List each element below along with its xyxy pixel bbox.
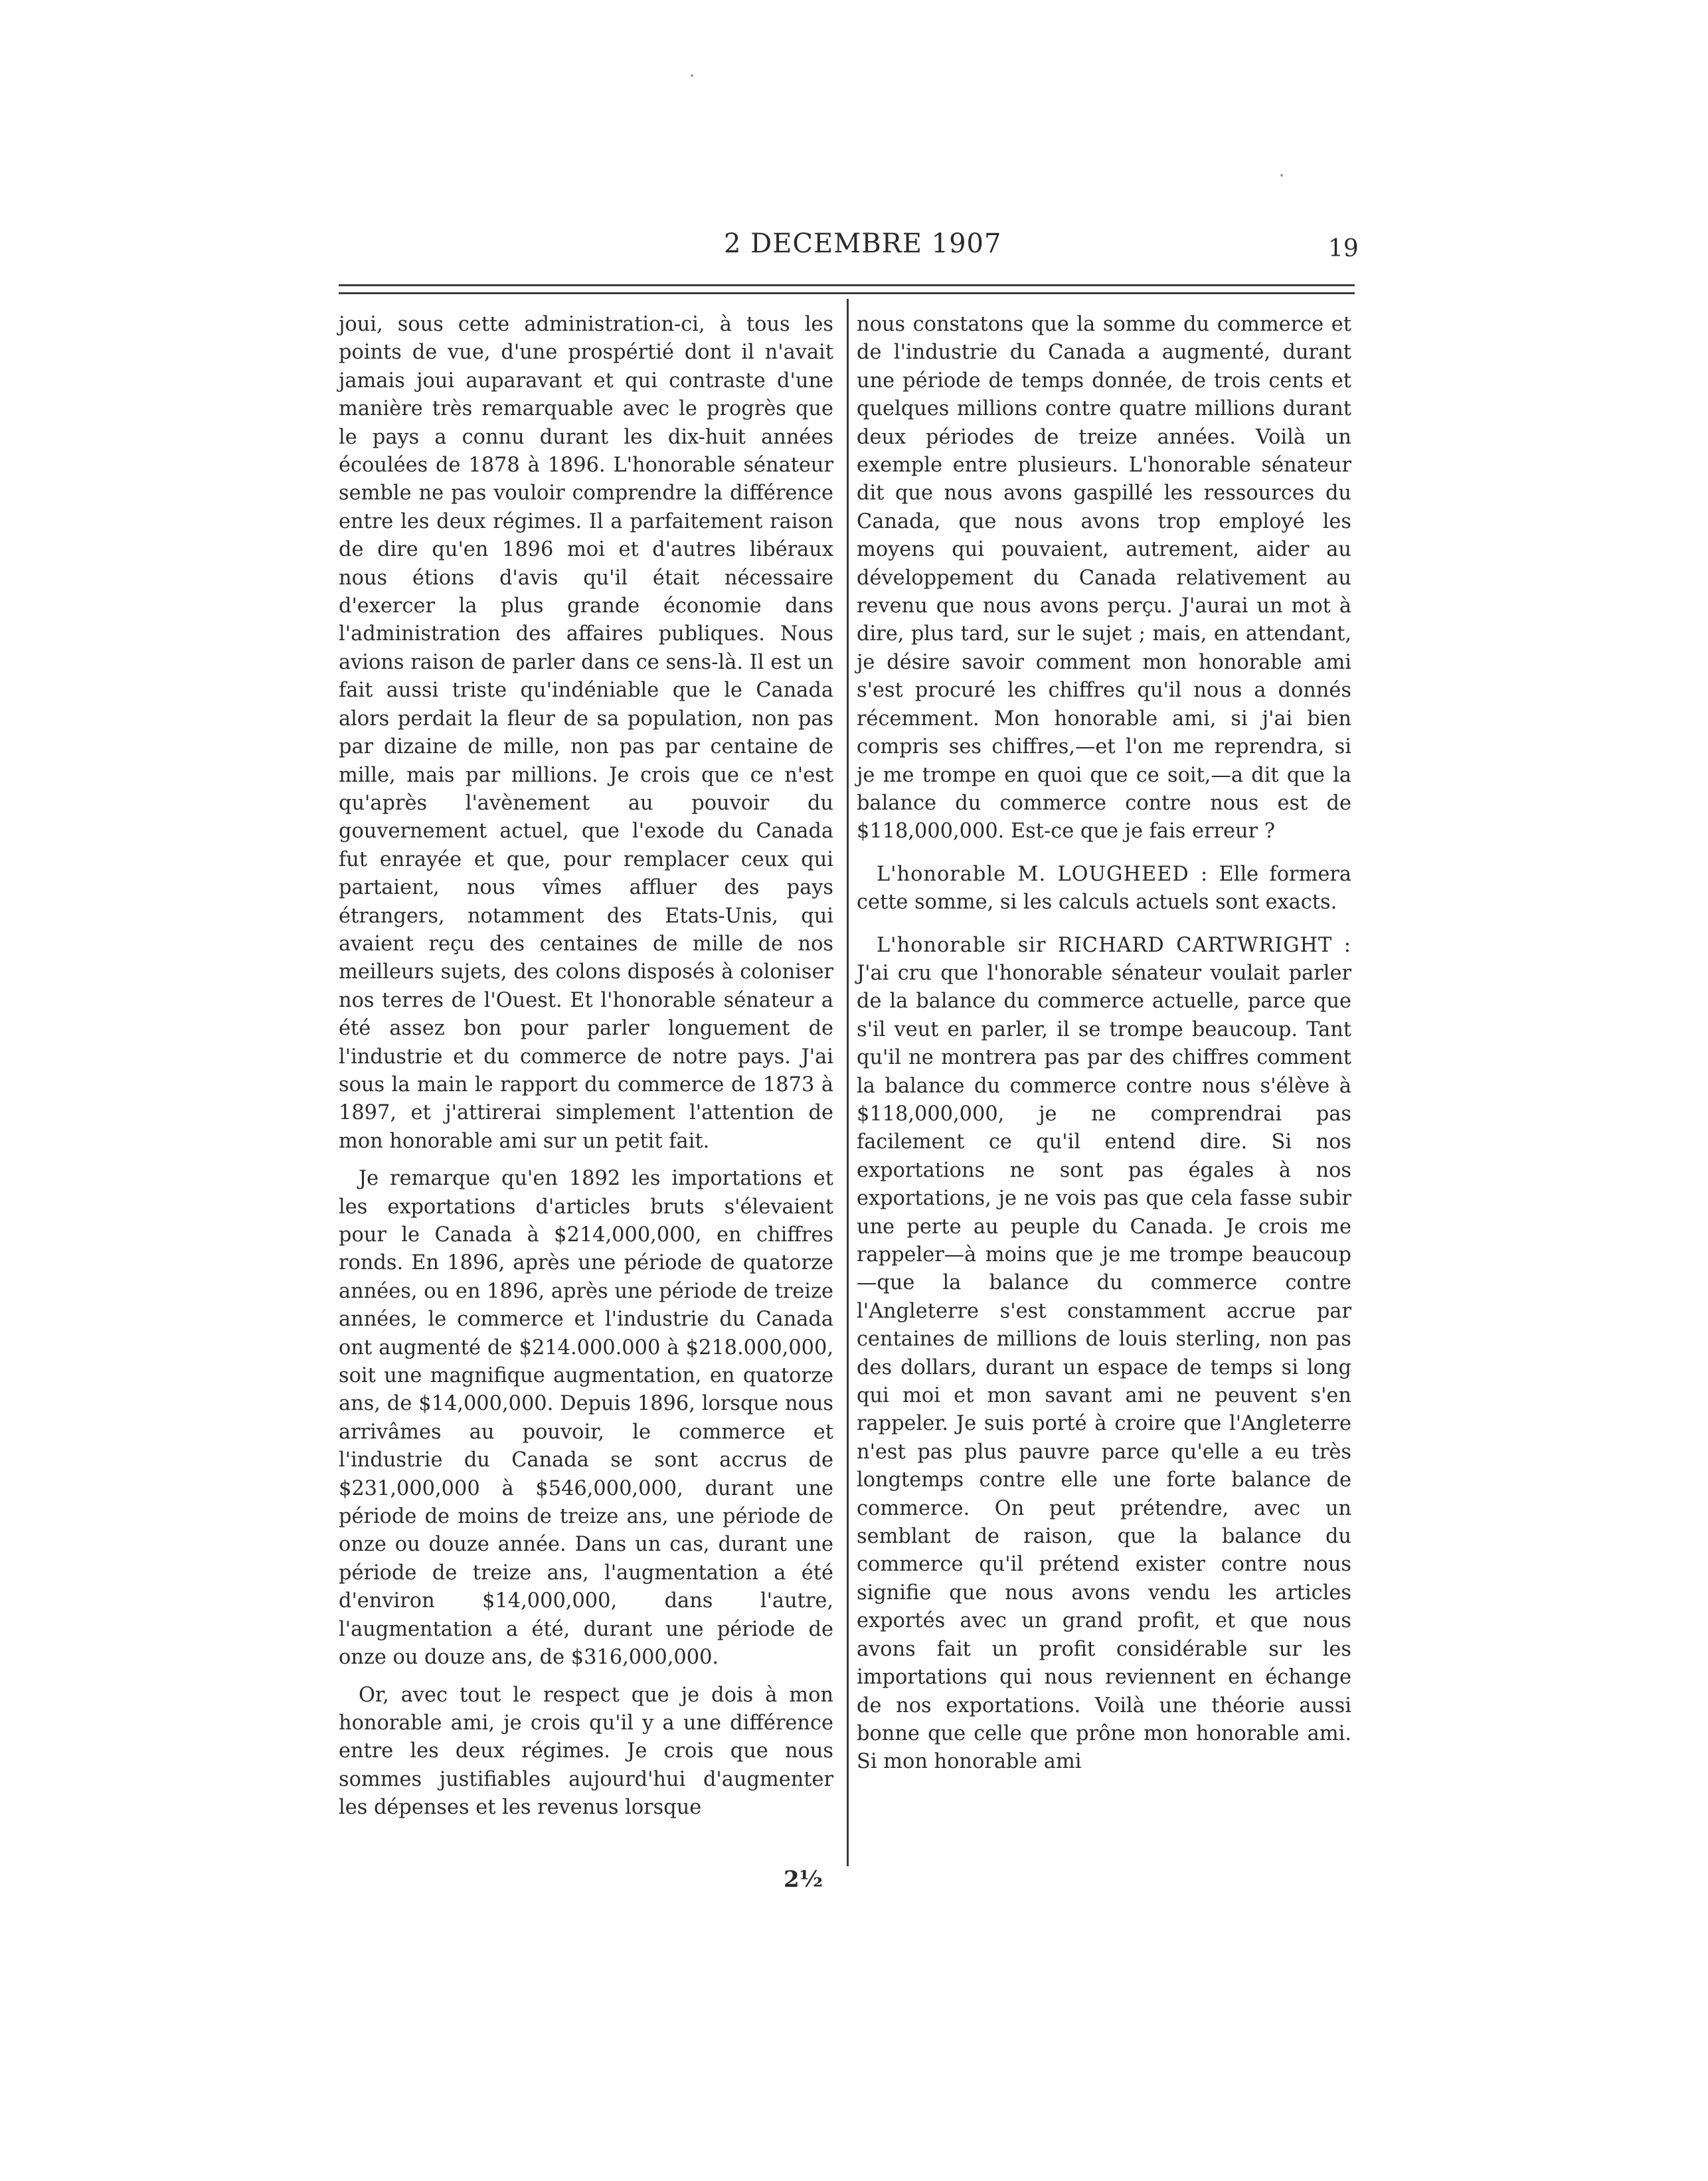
scan-speck <box>1280 174 1283 177</box>
printer-signature-mark: 2½ <box>784 1866 823 1893</box>
right-column <box>857 311 1351 1777</box>
speech-text-cartwright: J'ai cru que l'honorable sénateur voulait parler de la balance du commerce actuelle, parce que s'il veut en parler, il se trompe beaucoup. Tant qu'il ne montrera pas par des chiffres comment la balance du commerce contre nous s'élève à $118,000,000, je ne comprendrai pas facilement ce qu'il entend dire. Si nos exportations ne sont pas égales à nos exportations, je ne vois pas que cela fasse subir une perte au peuple du Canada. Je crois me rappeler—à moins que je me trompe beaucoup—que la balance du commerce contre l'Angleterre s'est constamment accrue par centaines de millions de louis sterling, non pas des dollars, durant un espace de temps si long qui moi et mon savant ami ne peuvent s'en rappeler. Je suis porté à croire que l'Angleterre n'est pas plus pauvre parce qu'elle a eu très longtemps contre elle une forte balance de commerce. On peut prétendre, avec un semblant de raison, que la balance du commerce qu'il prétend exister contre nous signifie que nous avons vendu les articles exportés avec un grand profit, et que nous avons fait un profit considérable sur les importations qui nous reviennent en échange de nos exportations. Voilà une théorie aussi bonne que celle que prône mon honorable ami. Si mon honorable ami <box>857 961 1351 1774</box>
column-divider <box>847 299 849 1866</box>
left-paragraph-2: Je remarque qu'en 1892 les importations et les exportations d'articles bruts s'élevaient pour le Canada à $214,000,000, en chiffres ronds. En 1896, après une période de quatorze années, ou en 1896, après une période de treize années, le commerce et l'industrie du Canada ont augmenté de $214.000.000 à $218.000,000, soit une magnifique augmentation, en quatorze ans, de $14,000,000. Depuis 1896, lorsque nous arrivâmes au pouvoir, le commerce et l'industrie du Canada se sont accrus de $231,000,000 à $546,000,000, durant une période de moins de treize ans, une période de onze ou douze année. Dans un cas, durant une période de treize ans, l'augmentation a été d'environ $14,000,000, dans l'autre, l'augmentation a été, durant une période de onze ou douze ans, de $316,000,000. <box>339 1167 833 1670</box>
speech-lougheed <box>857 861 1351 917</box>
speaker-name-cartwright: L'honorable sir RICHARD CARTWRIGHT : <box>877 933 1351 957</box>
left-paragraph-1: joui, sous cette administration-ci, à tous les points de vue, d'une prospértié dont il n'avait jamais joui auparavant et qui contraste d'une manière très remarquable avec le progrès que le pays a connu durant les dix-huit années écoulées de 1878 à 1896. L'honorable sénateur semble ne pas vouloir comprendre la différence entre les deux régimes. Il a parfaitement raison de dire qu'en 1896 moi et d'autres libéraux nous étions d'avis qu'il était nécessaire d'exercer la plus grande économie dans l'administration des affaires publiques. Nous avions raison de parler dans ce sens-là. Il est un fait aussi triste qu'indéniable que le Canada alors perdait la fleur de sa population, non pas par dizaine de mille, non pas par centaine de mille, mais par millions. Je crois que ce n'est qu'après l'avènement au pouvoir du gouvernement actuel, que l'exode du Canada fut enrayée et que, pour remplacer ceux qui partaient, nous vîmes affluer des pays étrangers, notamment des Etats-Unis, qui avaient reçu des centaines de mille de nos meilleurs sujets, des colons disposés à coloniser nos terres de l'Ouest. Et l'honorable sénateur a été assez bon pour parler longuement de l'industrie et du commerce de notre pays. J'ai sous la main le rapport du commerce de 1873 à 1897, et j'attirerai simplement l'attention de mon honorable ami sur un petit fait. <box>339 313 833 1153</box>
page-number: 19 <box>1328 235 1359 262</box>
speaker-name-lougheed: L'honorable M. LOUGHEED : <box>877 862 1209 886</box>
running-header-date: 2 DECEMBRE 1907 <box>724 228 1002 259</box>
right-paragraph-1: nous constatons que la somme du commerce et de l'industrie du Canada a augmenté, durant une période de temps donnée, de trois cents et quelques millions contre quatre millions durant deux périodes de treize années. Voilà un exemple entre plusieurs. L'honorable sénateur dit que nous avons gaspillé les ressources du Canada, que nous avons trop employé les moyens qui pouvaient, autrement, aider au développement du Canada relativement au revenu que nous avons perçu. J'aurai un mot à dire, plus tard, sur le sujet ; mais, en attendant, je désire savoir comment mon honorable ami s'est procuré les chiffres qu'il nous a donnés récemment. Mon honorable ami, si j'ai bien compris ses chiffres,—et l'on me reprendra, si je me trompe en quoi que ce soit,—a dit que la balance du commerce contre nous est de $118,000,000. Est-ce que je fais erreur ? <box>857 313 1351 843</box>
header-rule-bottom <box>339 292 1355 294</box>
speech-text-lougheed: Elle formera cette somme, si les calculs actuels sont exacts. <box>857 862 1351 915</box>
scan-speck <box>691 74 693 77</box>
speech-cartwright <box>857 932 1351 1777</box>
header-rule-top <box>339 284 1355 286</box>
left-paragraph-3: Or, avec tout le respect que je dois à mon honorable ami, je crois qu'il y a une différence entre les deux régimes. Je crois que nous sommes justifiables aujourd'hui d'augmenter les dépenses et les revenus lorsque <box>339 1683 833 1820</box>
left-column <box>339 311 833 1822</box>
